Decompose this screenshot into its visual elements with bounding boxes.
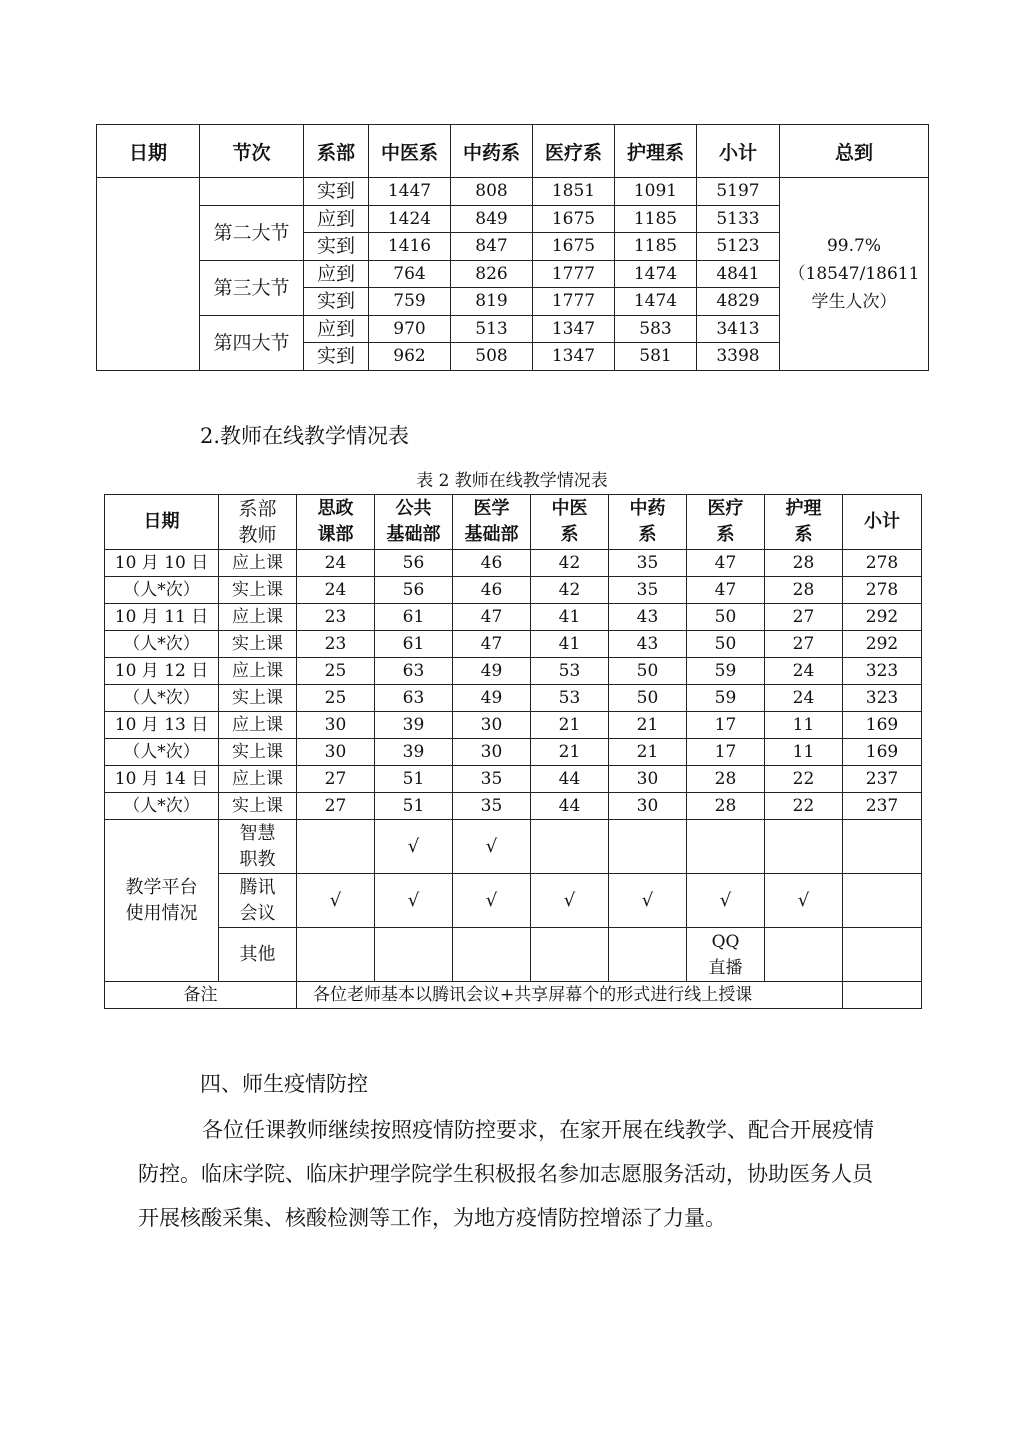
platform-row [105,928,922,982]
platform-name-cell [219,928,297,982]
value-cell: 21 [531,712,609,739]
platform-label-line: 教学平台 [125,876,198,898]
value-cell: 1777 [533,288,615,316]
type-cell: 实到 [304,288,369,316]
value-cell: 23 [297,631,375,658]
platform-cell [765,820,843,874]
total-rate: 99.7% [826,235,881,256]
value-cell: 21 [609,712,687,739]
section4-paragraph: 各位任课教师继续按照疫情防控要求，在家开展在线教学、配合开展疫情防控。临床学院、临床护理学院学生积极报名参加志愿服务活动，协助医务人员开展核酸采集、核酸检测等工作，为地方疫情防控增添了力量。 [138,1118,874,1230]
table-row [105,550,922,577]
value-cell: 56 [375,550,453,577]
date-cell: 10 月 12 日 [105,658,219,685]
value-cell: 41 [531,631,609,658]
value-cell: 28 [765,550,843,577]
header-subtotal: 小计 [843,495,922,550]
table-row [105,577,922,604]
header-ideology [297,495,375,550]
header-pharmacy [609,495,687,550]
value-cell: 1347 [533,315,615,343]
date-cell [97,178,200,371]
type-cell: 实到 [304,178,369,206]
type-cell: 实上课 [219,577,297,604]
header-date: 日期 [97,125,200,178]
type-cell: 实到 [304,343,369,371]
value-cell: 508 [451,343,533,371]
value-cell: 30 [297,712,375,739]
platform-cell [765,928,843,982]
value-cell: 27 [765,604,843,631]
platform-cell [843,874,922,928]
value-cell: 49 [453,658,531,685]
value-cell: 27 [297,793,375,820]
header-nursing: 护理系 [615,125,697,178]
value-cell: 44 [531,766,609,793]
platform-cell [375,928,453,982]
date-cell: 10 月 13 日 [105,712,219,739]
value-cell: 25 [297,658,375,685]
header-medical: 医疗系 [533,125,615,178]
platform-name-line: 智慧 [239,822,276,844]
platform-cell [843,928,922,982]
header-tcm [531,495,609,550]
check-mark-cell: √ [687,874,765,928]
header-line: 基础部 [464,524,519,545]
value-cell: 1474 [615,260,697,288]
value-cell: 30 [297,739,375,766]
value-cell: 43 [609,631,687,658]
value-cell: 292 [843,604,922,631]
type-cell: 应到 [304,315,369,343]
platform-name-cell [219,874,297,928]
check-mark-cell: √ [531,874,609,928]
value-cell: 61 [375,604,453,631]
value-cell: 5133 [697,205,780,233]
value-cell: 59 [687,658,765,685]
platform-name-cell [219,820,297,874]
platform-cell [687,820,765,874]
value-cell: 22 [765,766,843,793]
value-cell: 35 [609,550,687,577]
value-cell: 583 [615,315,697,343]
value-cell: 1447 [369,178,451,206]
note-text: 各位老师基本以腾讯会议+共享屏幕个的形式进行线上授课 [297,982,843,1009]
note-row [105,982,922,1009]
value-cell: 1091 [615,178,697,206]
value-cell: 1347 [533,343,615,371]
value-cell: 24 [297,577,375,604]
unit-cell: （人*次） [105,793,219,820]
value-cell: 826 [451,260,533,288]
value-cell: 53 [531,658,609,685]
value-cell: 764 [369,260,451,288]
value-cell: 63 [375,685,453,712]
value-cell: 61 [375,631,453,658]
value-cell: 1185 [615,233,697,261]
value-cell: 4841 [697,260,780,288]
platform-name-line: 腾讯 [239,876,276,898]
value-cell: 50 [609,685,687,712]
value-cell: 43 [609,604,687,631]
type-cell: 应上课 [219,658,297,685]
header-line: 系 [638,524,657,545]
value-cell: 1851 [533,178,615,206]
table-row [105,631,922,658]
date-cell: 10 月 10 日 [105,550,219,577]
session-cell: 第四大节 [200,315,304,370]
value-cell: 4829 [697,288,780,316]
date-cell: 10 月 14 日 [105,766,219,793]
header-line: 医学 [473,498,510,519]
unit-cell: （人*次） [105,685,219,712]
check-mark-cell: √ [453,874,531,928]
platform-cell [531,820,609,874]
header-line: 教师 [238,524,277,546]
attendance-table [96,124,929,371]
value-cell: 1474 [615,288,697,316]
value-cell: 27 [765,631,843,658]
header-public-basic [375,495,453,550]
value-cell: 30 [453,712,531,739]
note-label: 备注 [105,982,297,1009]
value-cell: 237 [843,793,922,820]
table-row [105,766,922,793]
value-cell: 30 [453,739,531,766]
header-session: 节次 [200,125,304,178]
value-cell: 23 [297,604,375,631]
value-cell: 28 [765,577,843,604]
value-cell: 5123 [697,233,780,261]
value-cell: 42 [531,550,609,577]
value-cell: 41 [531,604,609,631]
value-cell: 278 [843,577,922,604]
type-cell: 应上课 [219,604,297,631]
table-row [105,685,922,712]
value-cell: 56 [375,577,453,604]
table-row [105,712,922,739]
value-cell: 24 [765,658,843,685]
header-line: 中医 [551,498,588,519]
table-row [105,658,922,685]
header-date: 日期 [105,495,219,550]
header-line: 基础部 [386,524,441,545]
check-mark-cell: √ [297,874,375,928]
value-cell: 962 [369,343,451,371]
value-cell: 25 [297,685,375,712]
value-cell: 1424 [369,205,451,233]
header-line: 课部 [317,524,354,545]
platform-cell [843,820,922,874]
platform-cell [609,820,687,874]
value-cell: 11 [765,739,843,766]
unit-cell: （人*次） [105,739,219,766]
value-cell: 24 [297,550,375,577]
value-cell: 46 [453,577,531,604]
value-cell: 21 [531,739,609,766]
value-cell: 808 [451,178,533,206]
type-cell: 应到 [304,205,369,233]
check-mark-cell: √ [453,820,531,874]
header-line: 系 [560,524,579,545]
header-medical-basic [453,495,531,550]
header-medical [687,495,765,550]
header-subtotal: 小计 [697,125,780,178]
note-empty-cell [843,982,922,1009]
value-cell: 28 [687,766,765,793]
type-cell: 实到 [304,233,369,261]
value-cell: 27 [297,766,375,793]
value-cell: 3398 [697,343,780,371]
check-mark-cell: √ [375,874,453,928]
header-total: 总到 [780,125,929,178]
value-cell: 30 [609,793,687,820]
value-cell: 819 [451,288,533,316]
value-cell: 17 [687,712,765,739]
value-cell: 5197 [697,178,780,206]
header-dept: 系部 [304,125,369,178]
value-cell: 1185 [615,205,697,233]
type-cell: 应上课 [219,712,297,739]
header-tcm: 中医系 [369,125,451,178]
value-cell: 28 [687,793,765,820]
value-cell: 39 [375,712,453,739]
teacher-teaching-table [104,494,922,1009]
total-cell [780,178,929,371]
value-cell: 169 [843,739,922,766]
type-cell: 应到 [304,260,369,288]
platform-cell [297,820,375,874]
type-cell: 实上课 [219,793,297,820]
value-cell: 21 [609,739,687,766]
platform-name-line: 职教 [239,848,276,870]
header-pharmacy: 中药系 [451,125,533,178]
value-cell: 22 [765,793,843,820]
value-cell: 59 [687,685,765,712]
platform-name-line: 会议 [239,902,276,924]
check-mark-cell: √ [375,820,453,874]
table-row [105,739,922,766]
type-cell: 应上课 [219,550,297,577]
check-mark-cell: √ [609,874,687,928]
value-cell: 35 [453,766,531,793]
value-cell: 50 [687,631,765,658]
value-cell: 323 [843,685,922,712]
value-cell: 30 [609,766,687,793]
header-line: 中药 [629,498,666,519]
table-row [97,178,929,206]
platform-cell [609,928,687,982]
value-cell: 323 [843,658,922,685]
value-cell: 581 [615,343,697,371]
value-cell: 169 [843,712,922,739]
value-cell: 11 [765,712,843,739]
platform-cell [453,928,531,982]
type-cell: 实上课 [219,631,297,658]
header-line: 思政 [317,498,354,519]
value-cell: 970 [369,315,451,343]
platform-name-line: 其他 [239,943,276,965]
total-count: （18547/18611 [788,263,920,284]
value-cell: 42 [531,577,609,604]
value-cell: 17 [687,739,765,766]
value-cell: 292 [843,631,922,658]
value-cell: 63 [375,658,453,685]
platform-row [105,874,922,928]
value-cell: 3413 [697,315,780,343]
table-row [105,793,922,820]
value-cell: 1777 [533,260,615,288]
header-nursing [765,495,843,550]
value-cell: 50 [687,604,765,631]
check-mark-cell: √ [765,874,843,928]
value-cell: 39 [375,739,453,766]
platform-row [105,820,922,874]
header-line: 医疗 [707,498,744,519]
session-cell: 第二大节 [200,205,304,260]
header-line: 系 [794,524,813,545]
value-cell: 237 [843,766,922,793]
value-cell: 278 [843,550,922,577]
teacher-header-row [105,495,922,550]
platform-cell [297,928,375,982]
section2-heading: 2.教师在线教学情况表 [200,424,410,448]
value-cell: 1675 [533,205,615,233]
value-cell: 847 [451,233,533,261]
type-cell: 实上课 [219,739,297,766]
value-cell: 53 [531,685,609,712]
value-cell: 50 [609,658,687,685]
value-cell: 35 [453,793,531,820]
session-cell [200,178,304,206]
platform-label-line: 使用情况 [125,902,198,924]
value-cell: 35 [609,577,687,604]
value-cell: 47 [453,631,531,658]
platform-cell [531,928,609,982]
header-line: 护理 [785,498,822,519]
header-line: 系部 [238,498,277,520]
value-cell: 1416 [369,233,451,261]
value-cell: 849 [451,205,533,233]
value-cell: 47 [687,577,765,604]
value-cell: 24 [765,685,843,712]
table-row [105,604,922,631]
value-cell: 47 [687,550,765,577]
value-cell: 49 [453,685,531,712]
platform-label-cell [105,820,219,982]
header-dept-teacher [219,495,297,550]
table2-caption: 表 2 教师在线教学情况表 [416,471,608,491]
value-cell: 47 [453,604,531,631]
section4-heading: 四、师生疫情防控 [200,1072,368,1096]
attendance-header-row [97,125,929,178]
total-unit: 学生人次） [811,291,897,312]
value-cell: 44 [531,793,609,820]
date-cell: 10 月 11 日 [105,604,219,631]
platform-cell: QQ 直播 [687,928,765,982]
header-line: 公共 [395,498,432,519]
value-cell: 1675 [533,233,615,261]
unit-cell: （人*次） [105,577,219,604]
value-cell: 51 [375,766,453,793]
value-cell: 51 [375,793,453,820]
value-cell: 513 [451,315,533,343]
value-cell: 759 [369,288,451,316]
type-cell: 实上课 [219,685,297,712]
unit-cell: （人*次） [105,631,219,658]
session-cell: 第三大节 [200,260,304,315]
header-line: 系 [716,524,735,545]
value-cell: 46 [453,550,531,577]
type-cell: 应上课 [219,766,297,793]
